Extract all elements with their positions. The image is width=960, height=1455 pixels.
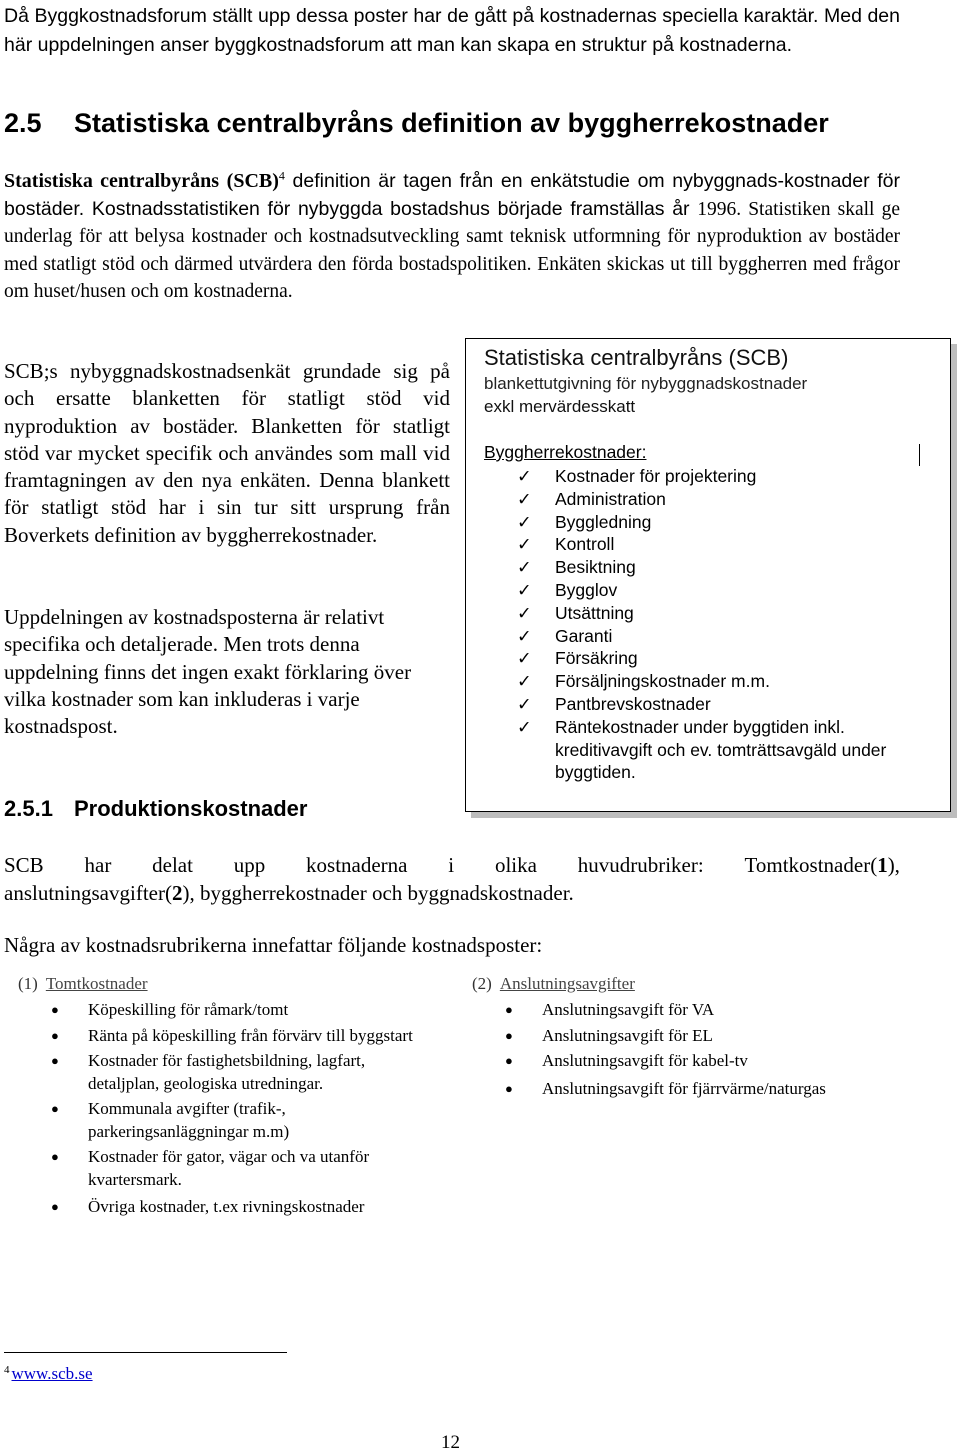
footnote-link[interactable]: www.scb.se (11, 1364, 93, 1383)
tomtkostnader-list (18, 999, 438, 1219)
list-item: ✓ Besiktning (517, 557, 636, 578)
list-intro: Några av kostnadsrubrikerna innefattar följande kostnadsposter: (4, 933, 543, 957)
check-icon: ✓ (517, 511, 532, 532)
check-icon: ✓ (517, 488, 532, 509)
list-item: ● Ränta på köpeskilling från förvärv till byggstart (18, 1025, 438, 1048)
list-item: ✓ Administration (517, 488, 666, 509)
list-item: ● Köpeskilling för råmark/tomt (18, 999, 438, 1022)
section-heading (4, 108, 829, 139)
check-icon: ✓ (517, 466, 532, 486)
footnote-rule (4, 1352, 287, 1353)
footnote-number: 4 (4, 1364, 10, 1376)
section-number: 2.5 (4, 108, 42, 138)
list1-header (18, 974, 148, 994)
section-title: Statistiska centralbyråns definition av byggherrekostnader (74, 108, 829, 138)
list-item: ✓ Utsättning (517, 602, 634, 623)
list2-label: (2) (472, 974, 492, 993)
list-item: ● Övriga kostnader, t.ex rivningskostnader (18, 1196, 438, 1219)
box-subtitle: blankettutgivning för nybyggnadskostnader (484, 374, 808, 393)
bullet-dot-icon: ● (505, 1027, 513, 1043)
check-icon: ✓ (517, 648, 532, 669)
list-item: ✓ Räntekostnader under byggtiden inkl. kreditivavgift och ev. tomträttsavgäld under byggtiden. (517, 716, 887, 783)
check-icon: ✓ (517, 671, 532, 692)
list2-title: Anslutningsavgifter (499, 974, 635, 993)
scb-division-paragraph (4, 852, 900, 907)
check-icon: ✓ (517, 693, 532, 714)
check-icon: ✓ (517, 602, 532, 623)
box-heading: Byggherrekostnader: (484, 442, 647, 462)
list1-label: (1) (18, 974, 38, 993)
list-item: ✓ Kontroll (517, 534, 615, 555)
scb-definition-paragraph (4, 168, 900, 306)
check-icon: ✓ (517, 625, 532, 646)
list-item: ✓ Försäkring (517, 648, 638, 669)
list-item: ● Anslutningsavgift för fjärrvärme/naturgas (472, 1078, 912, 1101)
list-item: ● Anslutningsavgift för kabel-tv (472, 1050, 912, 1073)
bullet-dot-icon: ● (51, 1101, 59, 1116)
page-number: 12 (441, 1432, 460, 1453)
subsection-title: Produktionskostnader (74, 796, 308, 821)
list-item: ✓ Kostnader för projektering (517, 466, 757, 486)
byggherre-checklist (517, 465, 947, 784)
list-item: ✓ Garanti (517, 625, 613, 646)
scb-text-a: definition är tagen från en enkätstudie om nybyggnads-kostnader för bostäder. Kostnadsstatistiken för nybyggda bostadshus började framställas år (4, 170, 900, 220)
list-item: ● Kostnader för gator, vägar och va utanför kvartersmark. (51, 1147, 370, 1189)
box-subtitle-2: exkl mervärdesskatt (484, 397, 636, 416)
bullet-dot-icon: ● (51, 1149, 59, 1164)
anslutningsavgifter-list (472, 999, 912, 1100)
box-divider-mark (919, 444, 920, 466)
division-line-2: anslutningsavgifter(2), byggherrekostnader och byggnadskostnader. (4, 880, 574, 905)
scb-lead: Statistiska centralbyråns (4, 170, 220, 192)
bullet-dot-icon: ● (51, 1002, 59, 1017)
scb-text-b: 1996. Statistiken skall ge underlag för att belysa kostnader och kostnadsutveckling samt teknisk utformning för nyproduktion av bostäder med statligt stöd och därmed utvärdera den förda bostadspolitiken. Enkäten skickas ut till byggherren med frågor om huset/husen och om kostnaderna. (4, 198, 900, 302)
list1-title: Tomtkostnader (45, 974, 148, 993)
bullet-dot-icon: ● (505, 1080, 513, 1096)
bullet-dot-icon: ● (51, 1199, 59, 1214)
list-item: ✓ Försäljningskostnader m.m. (517, 671, 770, 692)
list-item: ✓ Bygglov (517, 579, 618, 600)
check-icon: ✓ (517, 534, 532, 555)
left-paragraph-1: SCB;s nybyggnadskostnadsenkät grundade sig på och ersatte blanketten för statligt stöd vid nyproduktion av bostäder. Blanketten för statligt stöd var mycket specifik och användes som mall vid framtagningen av den nya enkäten. Denna blankett för statligt stöd har i sin tur sitt ursprung från Boverkets definition av byggherrekostnader. (4, 359, 450, 547)
bullet-dot-icon: ● (505, 1002, 513, 1017)
check-icon: ✓ (517, 557, 532, 578)
list-item: ● Anslutningsavgift för VA (472, 999, 912, 1022)
list-item: ✓ Byggledning (517, 511, 652, 532)
intro-paragraph: Då Byggkostnadsforum ställt upp dessa poster har de gått på kostnadernas speciella karaktär. Med den här uppdelningen anser byggkostnadsforum att man kan skapa en struktur på kostnaderna. (4, 5, 900, 56)
check-icon: ✓ (517, 579, 532, 600)
list-item: ● Kostnader för fastighetsbildning, lagfart, detaljplan, geologiska utredningar. (51, 1051, 366, 1093)
box-title: Statistiska centralbyråns (SCB) (484, 345, 789, 370)
list-item: ✓ Pantbrevskostnader (517, 693, 711, 714)
bullet-dot-icon: ● (505, 1053, 513, 1068)
scb-abbr: (SCB) (226, 170, 279, 192)
left-paragraph-2: Uppdelningen av kostnadsposterna är relativt specifika och detaljerade. Men trots denna uppdelning finns det ingen exakt förklaring över vilka kostnader som kan inkluderas i varje kostnadspost. (4, 605, 412, 739)
division-line-1: SCB har delat upp kostnaderna i olika huvudrubriker: Tomtkostnader(1), (4, 853, 900, 877)
list2-header (472, 974, 635, 994)
list-item: ● Kommunala avgifter (trafik-, parkeringsanläggningar m.m) (51, 1099, 290, 1141)
footnote (4, 1364, 93, 1384)
check-icon: ✓ (517, 716, 532, 737)
bullet-dot-icon: ● (51, 1053, 59, 1068)
footnote-ref[interactable]: 4 (278, 168, 285, 183)
bullet-dot-icon: ● (51, 1027, 59, 1043)
subsection-heading (4, 796, 307, 822)
list-item: ● Anslutningsavgift för EL (472, 1025, 912, 1048)
subsection-number: 2.5.1 (4, 796, 53, 821)
